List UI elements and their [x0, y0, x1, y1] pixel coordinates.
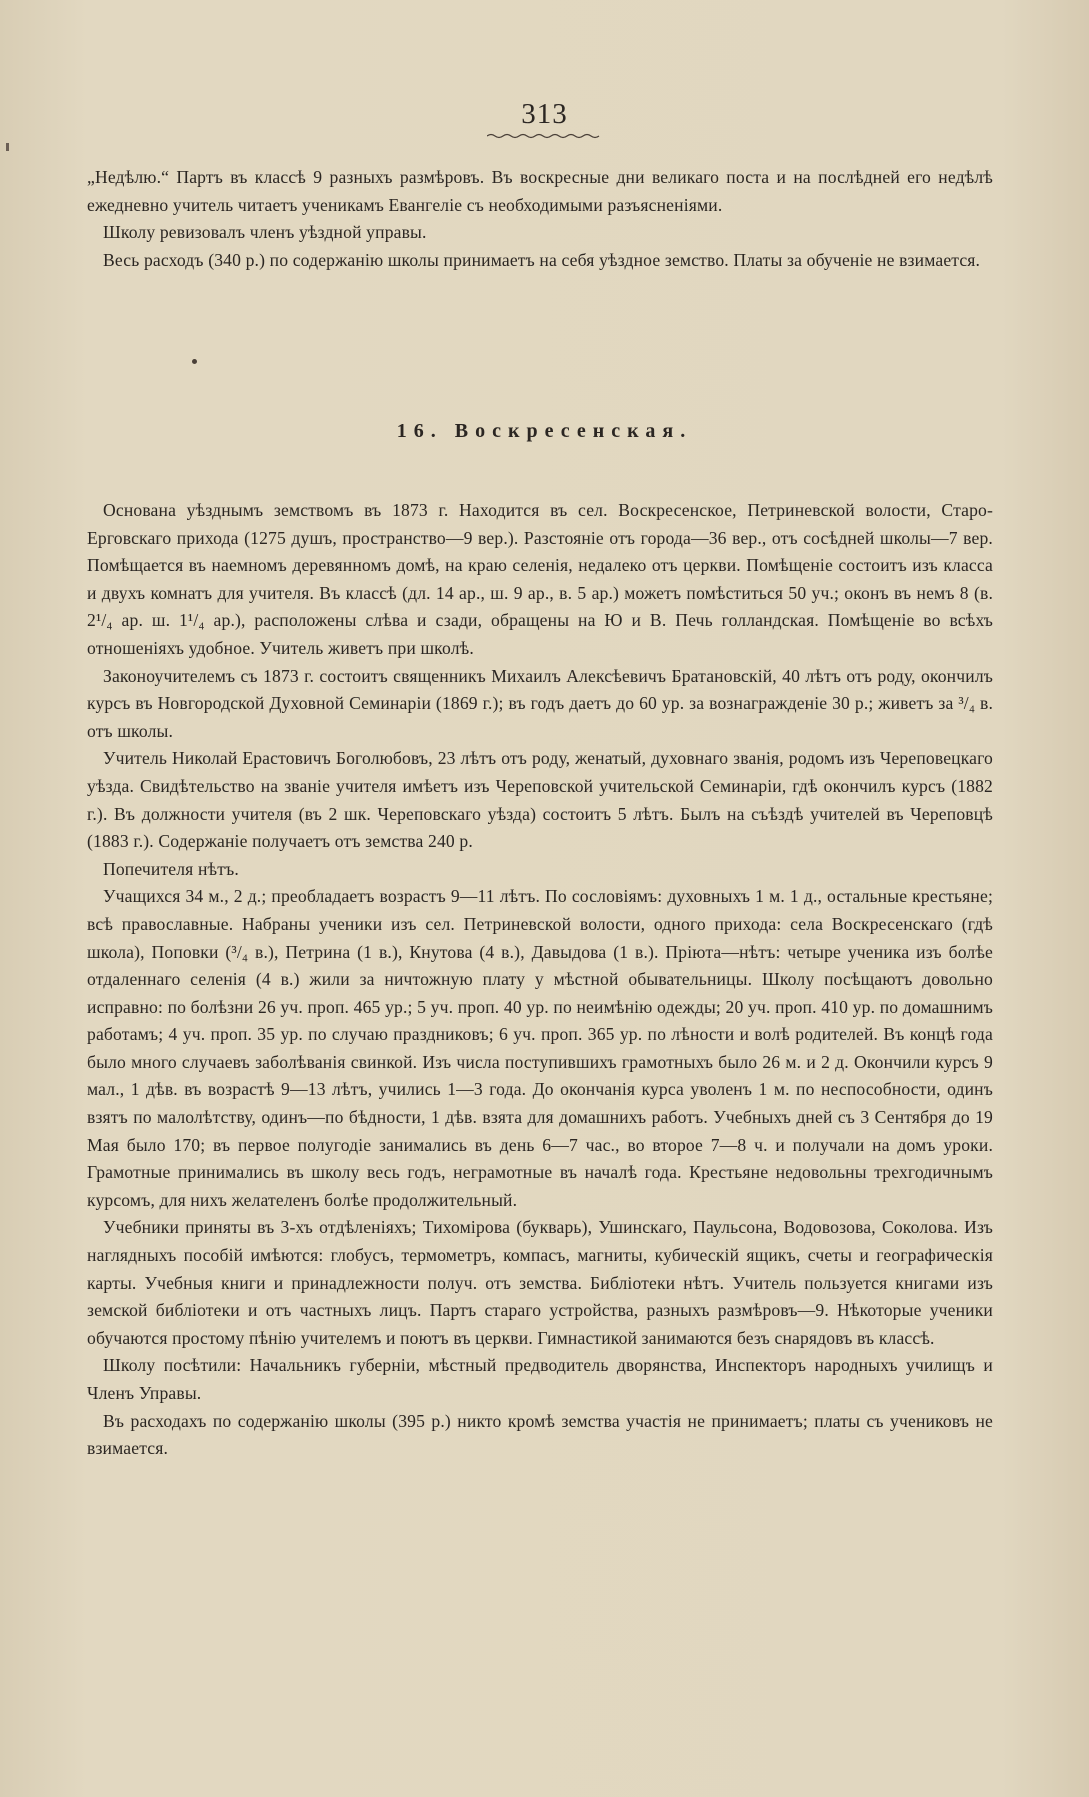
section-paragraph: Учитель Николай Ерастовичъ Боголюбовъ, 23 лѣтъ отъ роду, женатый, духовнаго званія, родомъ изъ Череповецкаго уѣзда. Свидѣтельство на званіе учителя имѣетъ изъ Череповской учительской Семинаріи, гдѣ окончилъ курсъ (1882 г.). Въ должности учителя (въ 2 шк. Череповскаго уѣзда) состоитъ 5 лѣтъ. Былъ на съѣздѣ учителей въ Череповцѣ (1883 г.). Содержаніе получаетъ отъ земства 240 р. — [87, 748, 993, 852]
section-paragraph: Школу посѣтили: Начальникъ губерніи, мѣстный предводитель дворянства, Инспекторъ народныхъ училищъ и Членъ Управы. — [87, 1355, 993, 1403]
section-paragraph: Попечителя нѣтъ. — [103, 858, 239, 879]
page-number: 313 — [521, 98, 568, 130]
intro-paragraph: Школу ревизовалъ членъ уѣздной управы. — [103, 222, 427, 243]
page-number-ornament — [487, 133, 602, 139]
section-paragraph: Въ расходахъ по содержанію школы (395 р.) никто кромѣ земства участія не принимаетъ; платы съ учениковъ не взимается. — [87, 1410, 993, 1459]
section-paragraph: Основана уѣзднымъ земствомъ въ 1873 г. Находится въ сел. Воскресенское, Петриневской волости, Старо-Ерговскаго прихода (1275 душъ, пространство—9 вер.). Разстояніе отъ города—36 вер., отъ сосѣдней школы—7 вер. Помѣщается въ наемномъ деревянномъ домѣ, на краю селенія, недалеко отъ церкви. Помѣщеніе состоитъ изъ класса и двухъ комнатъ для учителя. Въ классѣ (дл. 14 ар., ш. 9 ар., в. 5 ар.) можетъ помѣститься 50 уч.; оконъ въ немъ 8 (в. 2¹/₄ ар. ш. 1¹/₄ ар.), расположены слѣва и сзади, обращены на Ю и В. Печь голландская. Помѣщеніе во всѣхъ отношеніяхъ удобное. Учитель живетъ при школѣ. — [87, 500, 993, 658]
intro-text — [87, 164, 993, 274]
ink-dot — [192, 359, 197, 364]
intro-paragraph: „Недѣлю.“ Партъ въ классѣ 9 разныхъ размѣровъ. Въ воскресные дни великаго поста и на послѣдней его недѣлѣ ежедневно учитель читаетъ ученикамъ Евангеліе съ необходимыми разъясненіями. — [87, 167, 993, 215]
section-paragraph: Учащихся 34 м., 2 д.; преобладаетъ возрастъ 9—11 лѣтъ. По сословіямъ: духовныхъ 1 м. 1 д., остальные крестьяне; всѣ православные. Набраны ученики изъ сел. Петриневской волости, одного прихода: села Воскресенскаго (гдѣ школа), Поповки (³/₄ в.), Петрина (1 в.), Кнутова (4 в.), Давыдова (1 в.). Пріюта—нѣтъ: четыре ученика изъ болѣе отдаленнаго селенія (4 в.) жили за ничтожную плату у мѣстной обывательницы. Школу посѣщаютъ довольно исправно: по болѣзни 26 уч. проп. 465 ур.; 5 уч. проп. 40 ур. по неимѣнію одежды; 20 уч. проп. 410 ур. по домашнимъ работамъ; 4 уч. проп. 35 ур. по случаю праздниковъ; 6 уч. проп. 365 ур. по лѣности и волѣ родителей. Въ концѣ года было много случаевъ заболѣванія свинкой. Изъ числа поступившихъ грамотныхъ было 26 м. и 2 д. Окончили курсъ 9 мал., 1 дѣв. въ возрастѣ 9—13 лѣтъ, учились 1—3 года. До окончанія курса уволенъ 1 м. по неспособности, одинъ взятъ по малолѣтству, одинъ—по бѣдности, 1 дѣв. взята для домашнихъ работъ. Учебныхъ дней съ 3 Сентября до 19 Мая было 170; въ первое полугодіе занимались въ день 6—7 час., во второе 7—8 ч. и получали на домъ уроки. Грамотные принимались въ школу весь годъ, неграмотные въ началѣ года. Крестьяне недовольны трехгодичнымъ курсомъ, для нихъ желателенъ болѣе продолжительный. — [87, 886, 993, 1210]
section-heading: 16. Воскресенская. — [396, 420, 693, 442]
section-paragraph: Законоучителемъ съ 1873 г. состоитъ священникъ Михаилъ Алексѣевичъ Братановскій, 40 лѣтъ отъ роду, окончилъ курсъ въ Новгородской Духовной Семинаріи (1869 г.); въ годъ даетъ до 60 ур. за вознагражденіе 30 р.; живетъ за ³/₄ в. отъ школы. — [87, 665, 993, 741]
margin-mark — [6, 143, 9, 151]
section-paragraph: Учебники приняты въ 3-хъ отдѣленіяхъ; Тихомірова (букварь), Ушинскаго, Паульсона, Водовозова, Соколова. Изъ наглядныхъ пособій имѣются: глобусъ, термометръ, компасъ, магниты, кубическій ящикъ, счеты и географическія карты. Учебныя книги и принадлежности получ. отъ земства. Библіотеки нѣтъ. Учитель пользуется книгами изъ земской библіотеки и отъ частныхъ лицъ. Партъ стараго устройства, разныхъ размѣровъ—9. Нѣкоторые ученики обучаются простому пѣнію учителемъ и поютъ въ церкви. Гимнастикой занимаются безъ снарядовъ въ классѣ. — [87, 1217, 993, 1348]
section-text — [87, 497, 993, 1463]
intro-paragraph: Весь расходъ (340 р.) по содержанію школы принимаетъ на себя уѣздное земство. Платы за обученіе не взимается. — [103, 249, 981, 270]
